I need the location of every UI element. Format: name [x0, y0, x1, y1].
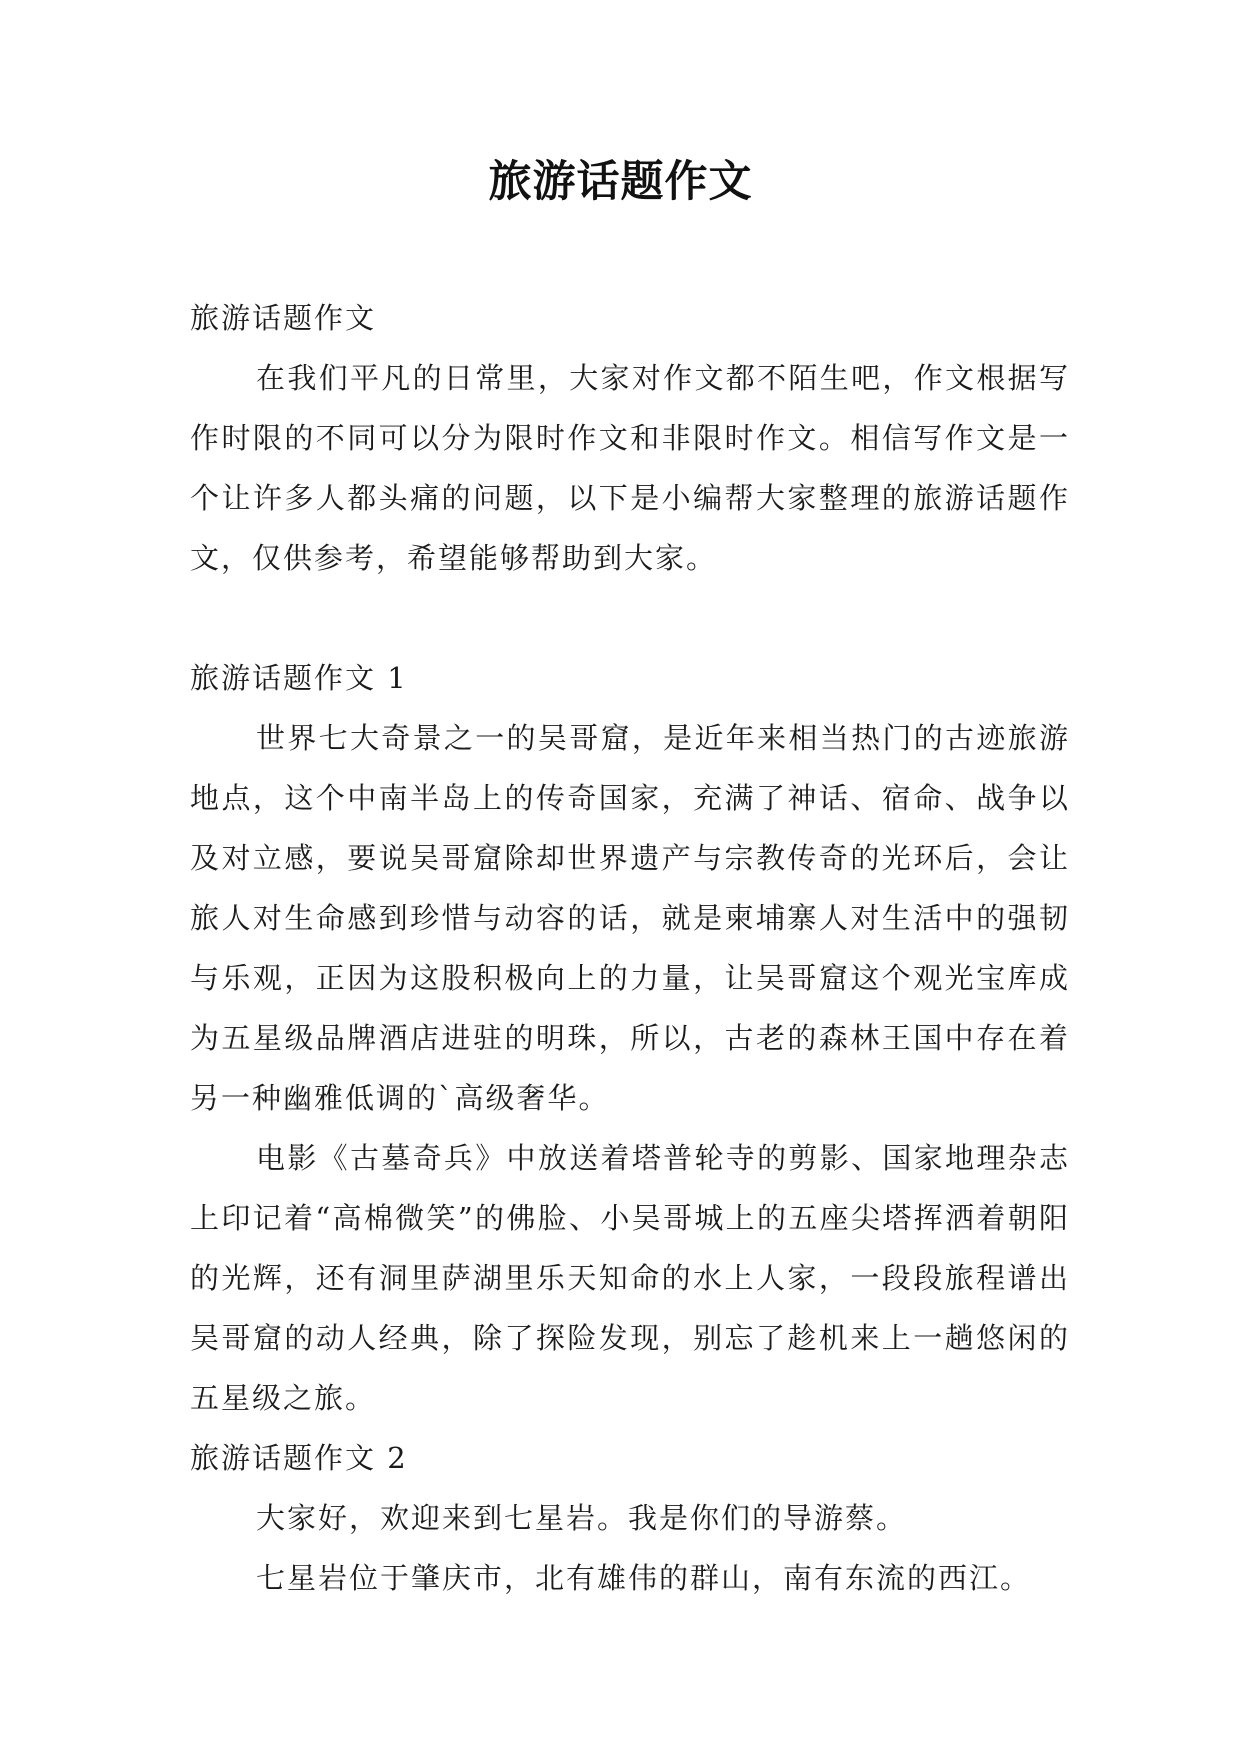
document-body — [190, 288, 1070, 1608]
essay1-paragraph-1: 世界七大奇景之一的吴哥窟，是近年来相当热门的古迹旅游地点，这个中南半岛上的传奇国家，充满了神话、宿命、战争以及对立感，要说吴哥窟除却世界遗产与宗教传奇的光环后，会让旅人对生命感到珍惜与动容的话，就是柬埔寨人对生活中的强韧与乐观，正因为这股积极向上的力量，让吴哥窟这个观光宝库成为五星级品牌酒店进驻的明珠，所以，古老的森林王国中存在着另一种幽雅低调的`高级奢华。 — [190, 721, 1070, 1115]
intro-heading: 旅游话题作文 — [190, 301, 377, 335]
intro-paragraph: 在我们平凡的日常里，大家对作文都不陌生吧，作文根据写作时限的不同可以分为限时作文和非限时作文。相信写作文是一个让许多人都头痛的问题，以下是小编帮大家整理的旅游话题作文，仅供参考，希望能够帮助到大家。 — [190, 361, 1070, 575]
essay2-paragraph-2: 七星岩位于肇庆市，北有雄伟的群山，南有东流的西江。 — [256, 1561, 1032, 1595]
section-spacer — [190, 588, 1070, 648]
essay1-paragraph-2: 电影《古墓奇兵》中放送着塔普轮寺的剪影、国家地理杂志上印记着“高棉微笑”的佛脸、小吴哥城上的五座尖塔挥洒着朝阳的光辉，还有洞里萨湖里乐天知命的水上人家，一段段旅程谱出吴哥窟的动人经典，除了探险发现，别忘了趁机来上一趟悠闲的五星级之旅。 — [190, 1141, 1070, 1415]
essay2-heading: 旅游话题作文 2 — [190, 1441, 408, 1475]
essay2-paragraph-1: 大家好，欢迎来到七星岩。我是你们的导游蔡。 — [256, 1501, 908, 1535]
document-title: 旅游话题作文 — [488, 157, 753, 207]
essay1-heading: 旅游话题作文 1 — [190, 661, 408, 695]
